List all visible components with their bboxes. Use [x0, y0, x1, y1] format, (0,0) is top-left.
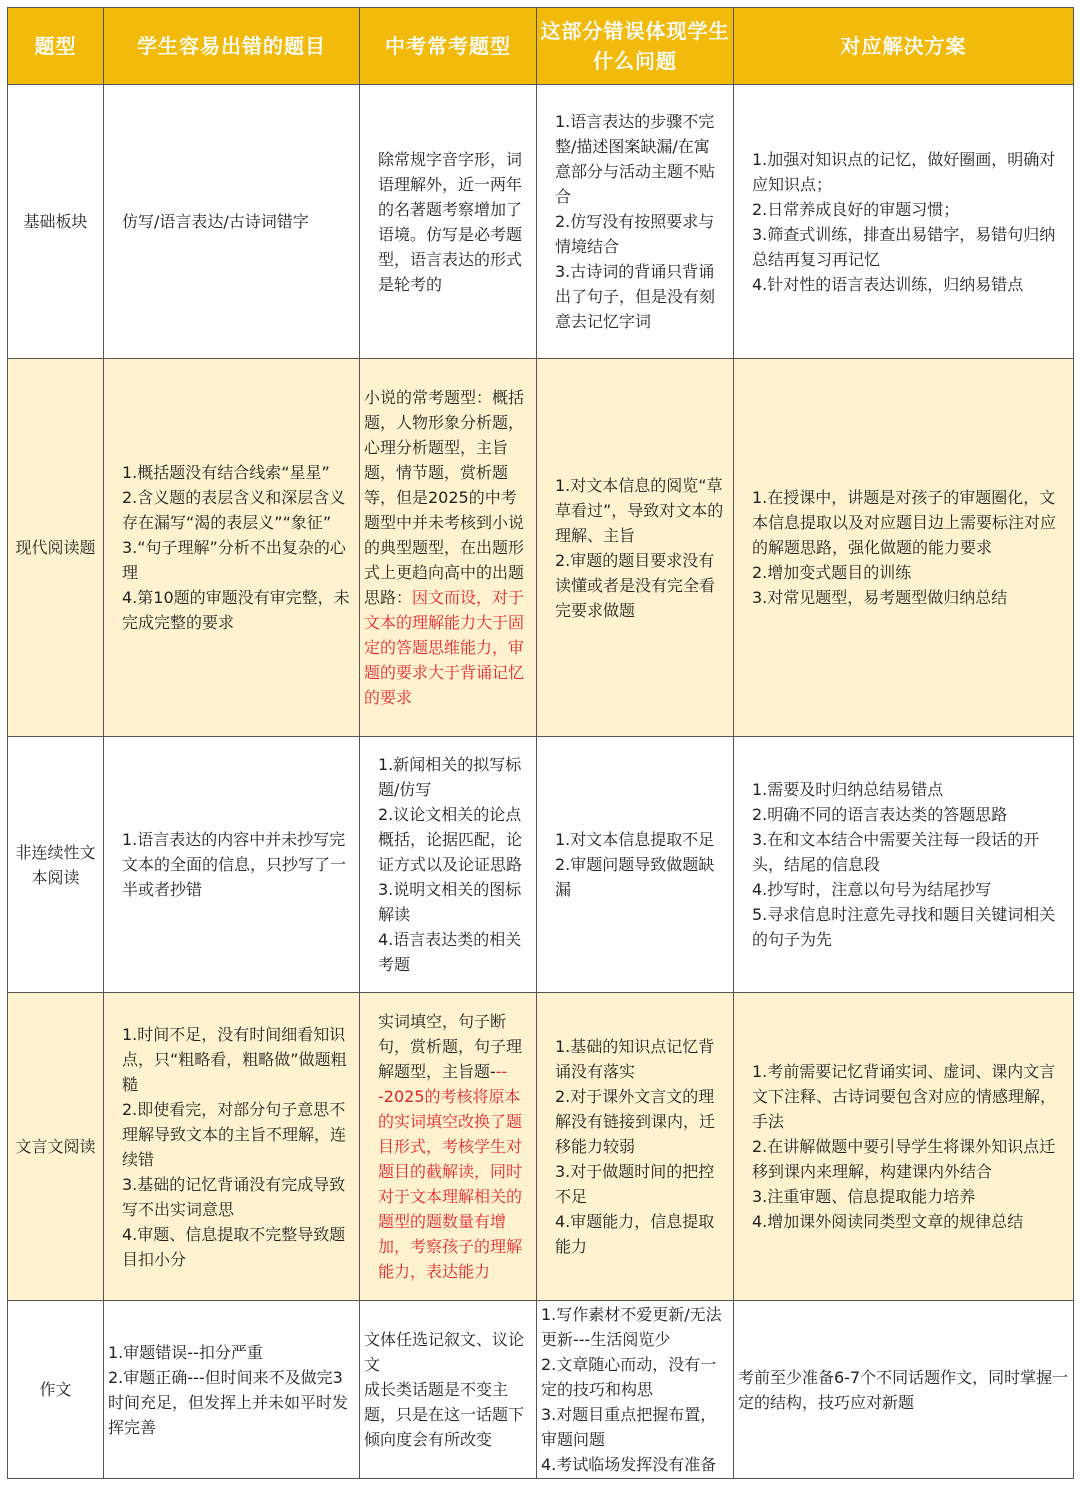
errors-cell [104, 993, 360, 1301]
table-row [8, 85, 1074, 359]
table-row [8, 1301, 1074, 1479]
problems-text: 1.对文本信息的阅览“草草看过”，导致对文本的理解、主旨 2.审题的题目要求没有读懂或者是没有完全看完要求做题 [555, 475, 724, 620]
problems-text: 1.写作素材不爱更新/无法更新---生活阅览少 2.文章随心而动，没有一定的技巧和构思 3.对题目重点把握布置，审题问题 4.考试临场发挥没有准备 [541, 1305, 722, 1474]
errors-text: 1.审题错误--扣分严重 2.审题正确---但时间来不及做完3时间充足，但发挥上并未如平时发挥完善 [108, 1342, 349, 1437]
common-cell [360, 993, 537, 1301]
errors-text: 仿写/语言表达/古诗词错字 [122, 212, 309, 231]
solutions-text: 1.考前需要记忆背诵实词、虚词、课内文言文下注释、古诗词要包含对应的情感理解，手法 2.在讲解做题中要引导学生将课外知识点迁移到课内来理解，构建课内外结合 3.注重审题、信息提取能力培养 4.增加课外阅读同类型文章的规律总结 [752, 1062, 1057, 1231]
solutions-cell [734, 359, 1074, 737]
row-type: 文言文阅读 [15, 1137, 96, 1156]
row-type-cell [8, 737, 104, 993]
common-text [360, 752, 536, 977]
problems-text: 1.对文本信息提取不足 2.审题问题导致做题缺漏 [555, 830, 715, 899]
solutions-cell [734, 85, 1074, 359]
row-type-cell [8, 85, 104, 359]
errors-cell [104, 1301, 360, 1479]
common-text-normal: 除常规字音字形，词语理解外，近一两年的名著题考察增加了语境。仿写是必考题型，语言表达的形式是轮考的 [378, 149, 523, 294]
solutions-text: 1.加强对知识点的记忆，做好圈画，明确对应知识点； 2.日常养成良好的审题习惯； 3.筛查式训练，排查出易错字，易错句归纳总结再复习再记忆 4.针对性的语言表达训练，归纳易错点 [752, 149, 1056, 294]
solutions-cell [734, 737, 1074, 993]
problems-cell [537, 737, 734, 993]
header-common-exam-types: 中考常考题型 [360, 8, 537, 85]
common-cell [360, 359, 537, 737]
common-text-normal: 实词填空，句子断句，赏析题，句子理解题型，主旨题- [378, 1012, 523, 1081]
common-text-highlight: 因文而设，对于文本的理解能力大于固定的答题思维能力，审题的要求大于背诵记忆的要求 [364, 588, 525, 707]
common-cell [360, 737, 537, 993]
problems-text: 1.基础的知识点记忆背诵没有落实 2.对于课外文言文的理解没有链接到课内，迁移能力较弱 3.对于做题时间的把控不足 4.审题能力，信息提取能力 [555, 1037, 716, 1256]
common-text-normal: 文体任选记叙文、议论文 成长类话题是不变主题，只是在这一话题下倾向度会有所改变 [364, 1330, 525, 1449]
common-cell [360, 1301, 537, 1479]
errors-cell [104, 85, 360, 359]
solutions-text: 1.需要及时归纳总结易错点 2.明确不同的语言表达类的答题思路 3.在和文本结合中需要关注每一段话的开头，结尾的信息段 4.抄写时，注意以句号为结尾抄写 5.寻求信息时注意先寻找和题目关键词相关的句子为先 [752, 780, 1056, 949]
common-cell [360, 85, 537, 359]
common-text [360, 385, 536, 710]
row-type: 作文 [39, 1380, 72, 1399]
solutions-cell [734, 993, 1074, 1301]
row-type: 现代阅读题 [15, 538, 96, 557]
header-row [8, 8, 1074, 85]
errors-cell [104, 359, 360, 737]
common-text-normal: 1.新闻相关的拟写标题/仿写 2.议论文相关的论点概括，论据匹配，论证方式以及论证思路 3.说明文相关的图标解读 4.语言表达类的相关考题 [378, 755, 523, 974]
row-type-cell [8, 359, 104, 737]
common-text [360, 147, 536, 297]
solutions-cell [734, 1301, 1074, 1479]
solutions-text: 考前至少准备6-7个不同话题作文，同时掌握一定的结构，技巧应对新题 [738, 1367, 1069, 1412]
errors-text: 1.时间不足，没有时间细看知识点，只“粗略看，粗略做”做题粗糙 2.即使看完，对部分句子意思不理解导致文本的主旨不理解，连续错 3.基础的记忆背诵没有完成导致写不出实词意思 4.审题、信息提取不完整导致题目扣小分 [122, 1024, 347, 1269]
problems-cell [537, 85, 734, 359]
row-type: 基础板块 [23, 212, 88, 231]
common-text [360, 1327, 536, 1452]
table-row [8, 359, 1074, 737]
header-solutions: 对应解决方案 [734, 8, 1074, 85]
header-question-type: 题型 [8, 8, 104, 85]
row-type-cell [8, 1301, 104, 1479]
table-row [8, 993, 1074, 1301]
row-type: 非连续性文本阅读 [15, 842, 96, 887]
solutions-text: 1.在授课中，讲题是对孩子的审题圈化，文本信息提取以及对应题目边上需要标注对应的解题思路，强化做题的能力要求 2.增加变式题目的训练 3.对常见题型，易考题型做归纳总结 [752, 488, 1057, 607]
common-text-highlight: ---2025的考核将原本的实词填空改换了题目形式，考核学生对题目的截解读，同时对于文本理解相关的题型的题数量有增加，考察孩子的理解能力，表达能力 [378, 1062, 523, 1281]
common-text-normal: 小说的常考题型：概括题，人物形象分析题，心理分析题型，主旨题，情节题，赏析题等，但是2025的中考题型中并未考核到小说的典型题型，在出题形式上更趋向高中的出题思路： [364, 388, 525, 607]
problems-cell [537, 359, 734, 737]
errors-cell [104, 737, 360, 993]
header-error-prone-questions: 学生容易出错的题目 [104, 8, 360, 85]
row-type-cell [8, 993, 104, 1301]
problems-cell [537, 993, 734, 1301]
errors-text: 1.概括题没有结合线索“星星” 2.含义题的表层含义和深层含义存在漏写“渴的表层义”“象征” 3.“句子理解”分析不出复杂的心理 4.第10题的审题没有审完整，未完成完整的要求 [122, 463, 350, 632]
header-student-problems: 这部分错误体现学生什么问题 [537, 8, 734, 85]
problems-text: 1.语言表达的步骤不完整/描述图案缺漏/在寓意部分与活动主题不贴合 2.仿写没有按照要求与情境结合 3.古诗词的背诵只背诵出了句子，但是没有刻意去记忆字词 [555, 112, 716, 331]
table-row [8, 737, 1074, 993]
problems-cell [537, 1301, 734, 1479]
errors-text: 1.语言表达的内容中并未抄写完文本的全面的信息，只抄写了一半或者抄错 [122, 830, 347, 899]
error-analysis-table [7, 7, 1074, 1479]
common-text [360, 1009, 536, 1284]
